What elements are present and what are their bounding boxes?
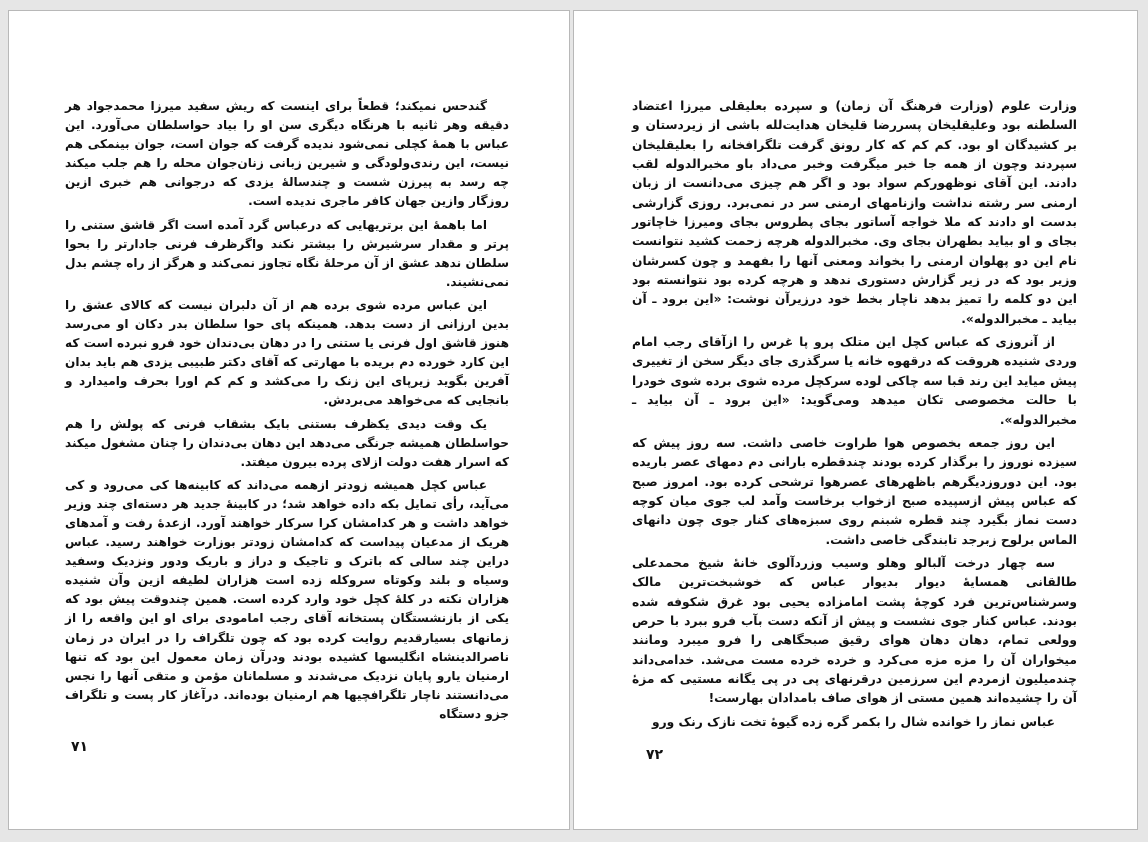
left-page xyxy=(8,10,570,830)
right-page-text xyxy=(632,97,1077,736)
paragraph: گندحس نمیکند؛ قطعاً برای اینست که ریش سفید میرزا محمدجواد هر دقیقه وهر ثانیه با هرنگاه دیگری سن او را بیاد حواسلطان می‌آورد. این عباس با همهٔ کچلی نمی‌شود ندیده گرفت که جوان است، جوان بینمکی هم نیست، این رندی‌ولودگی و شیرین زبانی زنان‌جوان محله را هم جلب میکند چه رسد به پیرزن شست و چندسالهٔ یزدی که درجوانی هم خبری ازین روزگار وازین جهان کافر ماجری ندیده است. xyxy=(65,99,509,209)
right-page xyxy=(573,10,1138,830)
paragraph: عباس کچل همیشه زودتر ازهمه می‌داند که کابینه‌ها کی می‌رود و کی می‌آید، رأی تمایل بکه داده خواهد شد؛ در کابینهٔ جدید هر دسته‌ای چند وزیر خواهد داشت و هر کدامشان کرا سرکار خواهند آورد. ازعدهٔ رفت و آمدهای هریک از مدعیان پیداست که کدامشان زودتر بوزارت خواهند رسید. عباس دراین چند سالی که باترک و تاجیک و دراز و باریک ودور ونزدیک وسفید وسیاه و بلند وکوتاه سروکله زده است هزاران لطیفه ازین وآن شنیده هزاران نکته در کلهٔ کچل خود وارد کرده است. همین چندوقت پیش بود که یکی از بازنشستگان پستخانه آقای رجب امامودی برای او این واقعه را از زمانهای بسیارقدیم روایت کرده بود که چون تلگراف را در ایران در زمان ناصرالدینشاه انگلیسها کشیده بودند ودرآن زمان معمول این بود که تنها ارمنیان یارو پایان نزدیک می‌شدند و مسلمانان مؤمن و متقی آنها را نجس می‌دانستند ناچار تلگرافچیها هم ارمنیان بوده‌اند. درآغاز کار پست و تلگراف جزو دستگاه xyxy=(65,477,509,721)
paragraph: این روز جمعه بخصوص هوا طراوت خاصی داشت. سه روز پیش که سیزده نوروز را برگذار کرده بودند چندقطره بارانی دم دمهای عصر باریده بود. این دوروزدیگرهم باظهرهای عصرهوا ترشحی کرده بود. امروز صبح که عباس پیش ازسپیده صبح ازخواب برخاست وآمد لب جوی میان کوچه دست نماز بگیرد چند قطره شبنم روی سبزه‌های کنار جوی چون دانهای الماس برلوح زبرجد تابندگی خاصی داشت. xyxy=(632,435,1077,547)
paragraph: عباس نماز را خوانده شال را بکمر گره زده گیوهٔ تخت نازک رنک ورو xyxy=(652,714,1055,729)
paragraph: اما باهمهٔ این برتریهایی که درعباس گرد آمده است اگر قاشق ستنی را پرتر و مقدار سرشیرش را بیشتر نکند واگرظرف فرنی جادارتر را بحوا سلطان ندهد عشق از آن مرحلهٔ نگاه تجاوز نمی‌کند و هرگز از راه چشم بدل نمی‌نشیند. xyxy=(65,217,509,289)
paragraph: از آنروزی که عباس کچل این متلک پرو پا غرس را ازآقای رجب امام وردی شنیده هروقت که درقهوه خانه یا سرگذری جای دیگر سخن از تغییری پیش میاید این رند قبا سه چاکی لوده سرکچل مرده شوی برده شوی خودرا با حالت مخصوصی تکان میدهد ومی‌گوید: «این برود ـ آن بیاید ـ مخبرالدوله». xyxy=(632,335,1077,427)
paragraph: این عباس مرده شوی برده هم از آن دلبران نیست که کالای عشق را بدین ارزانی از دست بدهد. همینکه پای حوا سلطان بدر دکان او می‌رسد هنوز قاشق اول فرنی یا ستنی را در دهان بی‌دندان خود فرو نبرده است که این کارد خورده دم بریده با مهارتی که آقای دکتر طبیبی یزدی هم باید بدان آفرین بگوید زیرپای این زنک را می‌کشد و کم کم اورا بحرف وامیدارد و بانجایی که می‌خواهد می‌بردش. xyxy=(65,297,509,408)
left-page-text xyxy=(65,97,509,728)
paragraph: سه چهار درخت آلبالو وهلو وسیب وزردآلوی خانهٔ شیخ محمدعلی طالقانی همسایهٔ دیوار بدیوار عباس که خوشبخت‌ترین مالک وسرشناس‌ترین فرد کوچهٔ پشت امامزاده یحیی بود غرق شکوفه شده بودند. عباس کنار جوی نشست و پیش از آنکه دست بآب فرو ببرد با حرص وولعی تمام، دهان دهان هوای رقیق صبحگاهی را فرو میبرد ومانند میخواران آن را مزه مزه می‌کرد و خرده خرده مست می‌شد. خدامی‌داند چندمیلیون ازمردم این سرزمین درقرنهای پی در پی یگانه مستیی که مزهٔ آن را چشیده‌اند همین مستی از هوای صاف بامدادان بهارست! xyxy=(632,555,1077,706)
paragraph: یک وقت دیدی یکظرف بستنی بایک بشقاب فرنی که پولش را هم حواسلطان همیشه جرنگی می‌دهد این دهان بی‌دندان را چنان مشغول میکند که اسرار هفت دولت ازلای پرده بیرون میفتد. xyxy=(65,416,509,469)
page-number: ۷۱ xyxy=(71,739,89,755)
page-number: ۷۲ xyxy=(646,747,664,763)
paragraph: وزارت علوم (وزارت فرهنگ آن زمان) و سپرده بعلیقلی میرزا اعتضاد السلطنه بود وعلیقلیخان پسررضا قلیخان هدایت‌لله باشی از زیردستان و بر کشیدگان او بود. کم کم که کار رونق گرفت تلگرافخانه را بعلیقلیخان سپردند وچون از همه جا خبر میگرفت وخبر می‌داد باو مخبرالدوله لقب دادند. این آقای نوظهورکم سواد بود و اگر هم چیزی می‌دانست از زبان ارمنی سر رشته نداشت وازنامهای ارمنی سر در نمی‌برد. روزی گزارشی بدست او دادند که ملا خواجه آساتور بجای پطروس بجای ومیرزا خاچاتور بجای و او بیاید بطهران بجای وی. مخبرالدوله هرچه زحمت کشید نتوانست نام این دو پهلوان ارمنی را بخواند ومعنی آنها را بفهمد و چون کسرشان وزیر بود که در زیر گزارش دستوری ندهد و هرچه کرده بود نتوانسته بود این دو کلمه را تمیز بدهد ناچار بخط خود درزیرآن نوشت: «این برود ـ آن بیاید ـ مخبرالدوله». xyxy=(632,99,1077,326)
